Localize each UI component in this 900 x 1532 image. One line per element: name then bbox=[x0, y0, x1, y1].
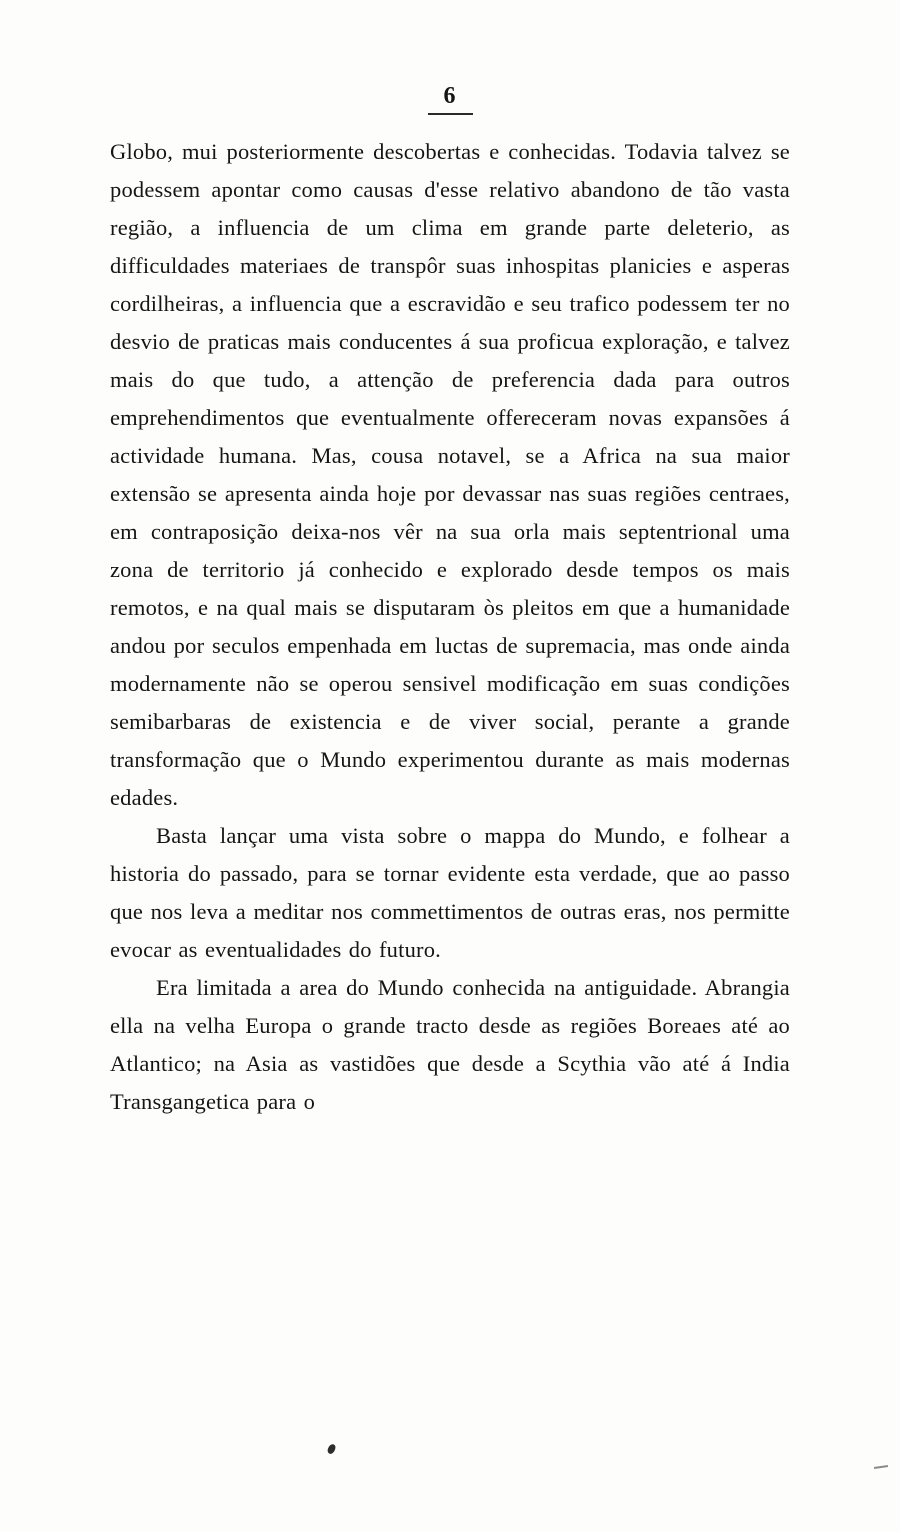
text-block bbox=[110, 133, 790, 1121]
scan-edge-mark bbox=[874, 1465, 888, 1469]
paragraph: Basta lançar uma vista sobre o mappa do Mundo, e folhear a historia do passado, para se tornar evidente esta verdade, que ao passo que nos leva a meditar nos commettimentos de outras eras, nos permitte evocar as eventualidades do futuro. bbox=[110, 823, 790, 962]
paragraph-continuation: Globo, mui posteriormente descobertas e conhecidas. Todavia talvez se podessem apontar como causas d'esse relativo abandono de tão vasta região, a influencia de um clima em grande parte deleterio, as difficuldades materiaes de transpôr suas inhospitas planicies e asperas cordilheiras, a influencia que a escravidão e seu trafico podessem ter no desvio de praticas mais conducentes á sua proficua exploração, e talvez mais do que tudo, a attenção de preferencia dada para outros emprehendimentos que eventualmente offereceram novas expansões á actividade humana. Mas, cousa notavel, se a Africa na sua maior extensão se apresenta ainda hoje por devassar nas suas regiões centraes, em contraposição deixa-nos vêr na sua orla mais septentrional uma zona de territorio já conhecido e explorado desde tempos os mais remotos, e na qual mais se disputaram òs pleitos em que a humanidade andou por seculos empenhada em luctas de supremacia, mas onde ainda modernamente não se operou sensivel modificação em suas condições semibarbaras de existencia e de viver social, perante a grande transformação que o Mundo experimentou durante as mais modernas edades. bbox=[110, 139, 790, 810]
page-header bbox=[0, 0, 900, 115]
ink-speck-mark bbox=[327, 1443, 337, 1455]
paragraph: Era limitada a area do Mundo conhecida na antiguidade. Abrangia ella na velha Europa o grande tracto desde as regiões Boreaes até ao Atlantico; na Asia as vastidões que desde a Scythia vão até á India Transgangetica para o bbox=[110, 975, 790, 1114]
page-number: 6 bbox=[428, 84, 473, 115]
